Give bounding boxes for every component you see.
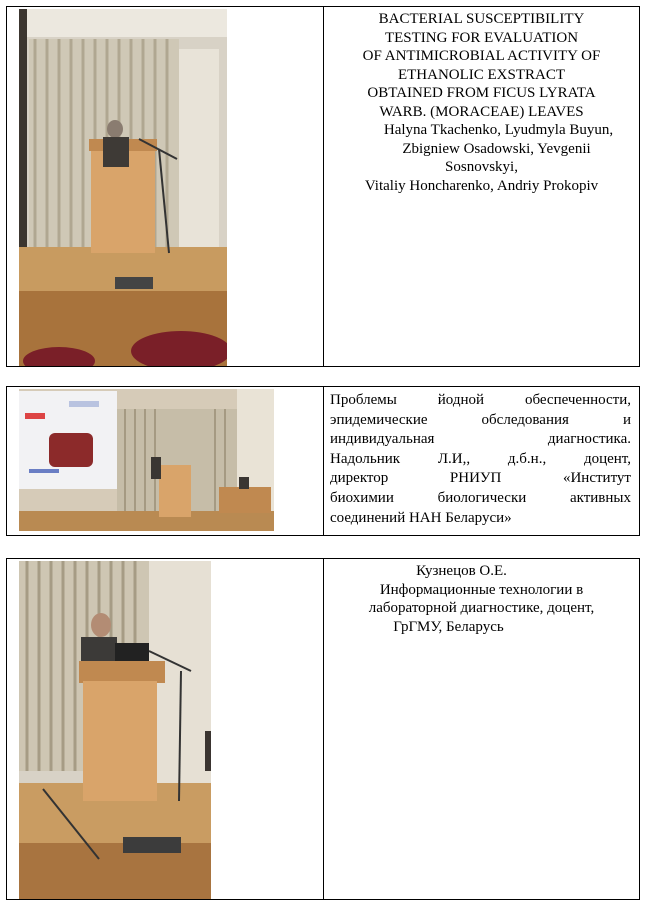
speaker-photo-2 bbox=[19, 389, 274, 531]
speaker-photo-1 bbox=[19, 9, 227, 366]
entry-table-3 bbox=[6, 558, 640, 900]
talk-description-2: Проблемы йодной обеспеченности, эпидемические обследования и индивидуальная диагностика. Надольник Л.И,, д.б.н., доцент, директор РНИУП «Институт биохимии биологически активных соединений НАН Беларуси» bbox=[330, 392, 631, 526]
text-cell-3 bbox=[324, 559, 639, 899]
text-cell-2 bbox=[324, 387, 639, 535]
talk-description-3: Кузнецов О.Е. Информационные технологии в лабораторной диагностике, доцент, ГрГМУ, Беларусь bbox=[368, 563, 595, 635]
photo-cell-3 bbox=[7, 559, 324, 899]
paper-authors: Halyna Tkachenko, Lyudmyla Buyun, Zbigniew Osadowski, Yevgenii Sosnovskyi, Vitaliy Honcharenko, Andriy Prokopiv bbox=[364, 122, 614, 194]
paper-title: BACTERIAL SUSCEPTIBILITY TESTING FOR EVALUATION OF ANTIMICROBIAL ACTIVITY OF ETHANOLIC EXSTRACT OBTAINED FROM FICUS LYRATA WARB. (MORACEAE) LEAVES bbox=[362, 11, 601, 120]
photo-cell-2 bbox=[7, 387, 324, 535]
entry-table-2 bbox=[6, 386, 640, 536]
photo-cell-1 bbox=[7, 7, 324, 366]
speaker-photo-3 bbox=[19, 561, 211, 899]
text-cell-1 bbox=[324, 7, 639, 366]
entry-table-1 bbox=[6, 6, 640, 367]
